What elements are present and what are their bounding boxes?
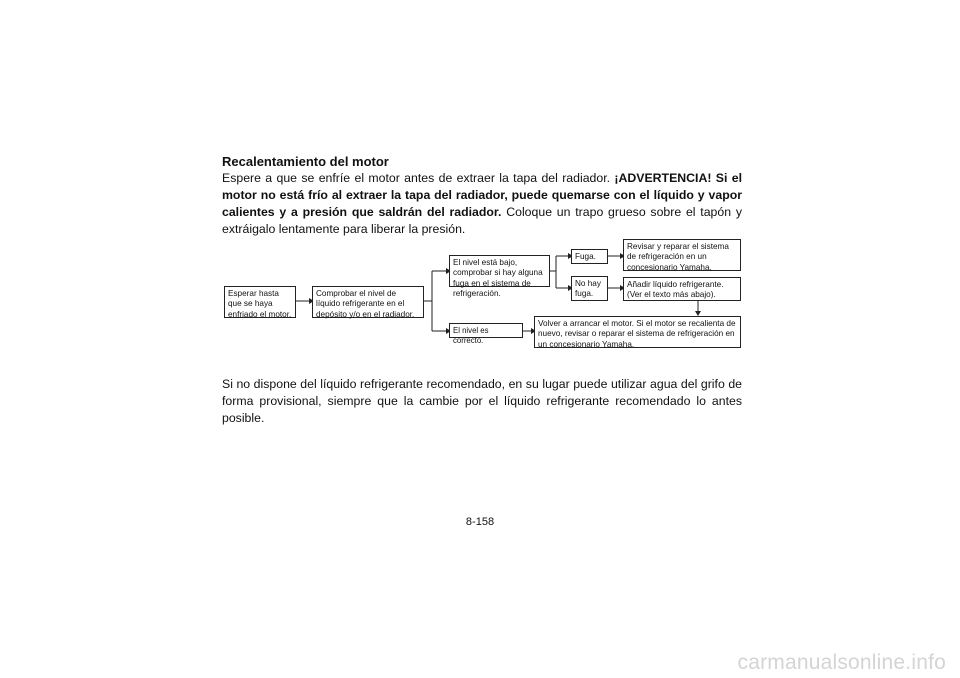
note-paragraph: Si no dispone del líquido refrigerante recomendado, en su lugar puede utilizar agua del grifo de forma provisional, siempre que la cambie por el líquido refrigerante recomendado lo antes posible.: [222, 377, 742, 425]
warning-text: ¡ADVERTENCIA! Si el motor no está frío al extraer la tapa del radiador, puede quemarse con el líquido y vapor calientes y a presión que saldrán del radiador.: [222, 171, 742, 219]
box-leak: Fuga.: [571, 249, 608, 264]
box-add-coolant: Añadir líquido refrigerante. (Ver el texto más abajo).: [623, 277, 741, 301]
box-level-ok: El nivel es correcto.: [449, 323, 523, 338]
box-repair: Revisar y reparar el sistema de refrigeración en un concesionario Yamaha.: [623, 239, 741, 271]
box-restart: Volver a arrancar el motor. Si el motor se recalienta de nuevo, revisar o reparar el sistema de refrigeración en un concesionario Yamaha.: [534, 316, 741, 348]
box-wait-cool: Esperar hasta que se haya enfriado el motor.: [224, 286, 296, 318]
box-no-leak: No hay fuga.: [571, 276, 608, 301]
watermark-text: carmanualsonline.info: [737, 651, 946, 674]
section-heading: Recalentamiento del motor: [222, 154, 389, 169]
box-check-level: Comprobar el nivel de líquido refrigerante en el depósito y/o en el radiador.: [312, 286, 424, 318]
box-level-low: El nivel está bajo, comprobar si hay alguna fuga en el sistema de refrigeración.: [449, 255, 550, 287]
instruction-text: Coloque un trapo grueso sobre el tapón y extráigalo lentamente para liberar la presión.: [222, 205, 742, 236]
intro-text: Espere a que se enfríe el motor antes de extraer la tapa del radiador.: [222, 171, 615, 185]
page-number: 8-158: [465, 516, 495, 528]
